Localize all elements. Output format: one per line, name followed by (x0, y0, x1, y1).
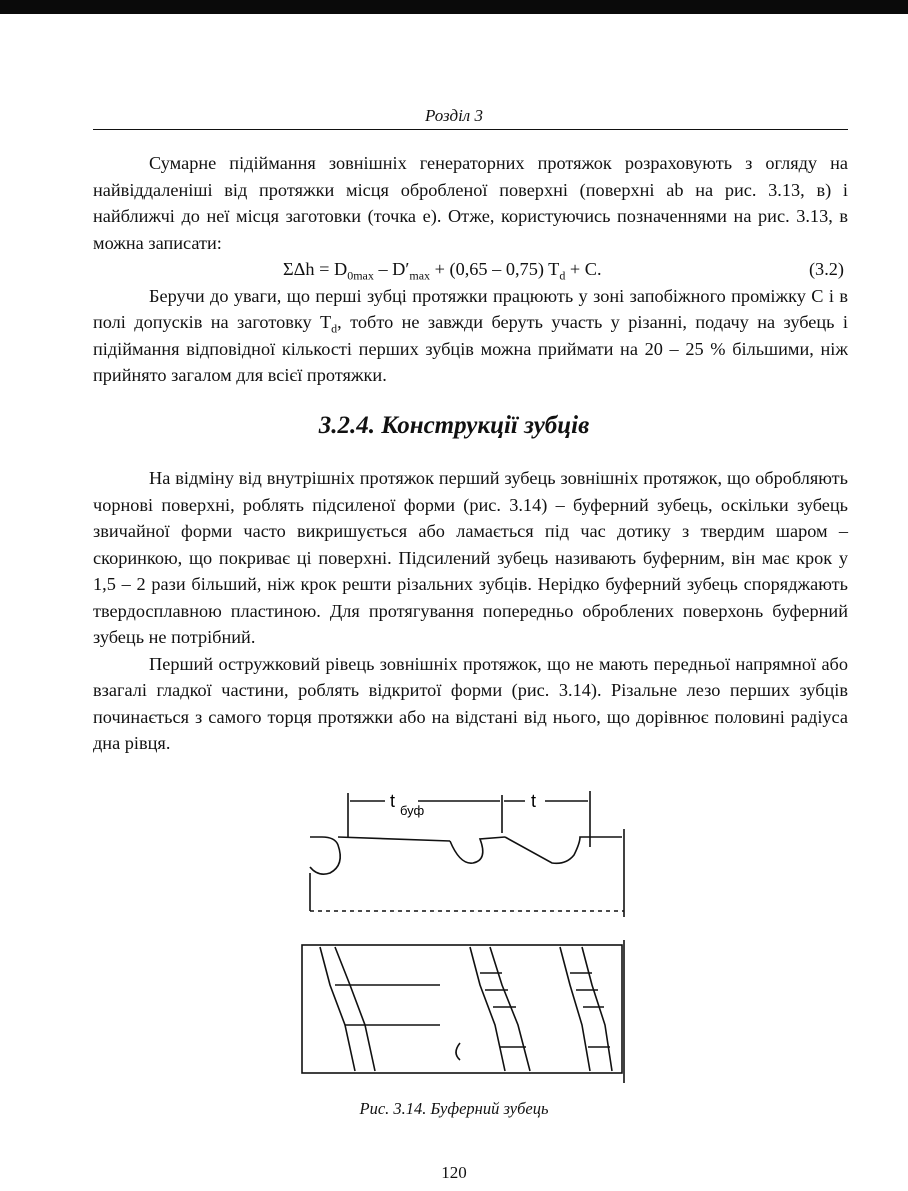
formula-part: ΣΔh = D (283, 259, 348, 279)
text-block-upper (93, 150, 848, 389)
figure-buffer-tooth (290, 785, 635, 1090)
label-t-buf-subscript: буф (400, 803, 425, 818)
formula-expression (283, 256, 602, 283)
label-t: t (531, 791, 537, 811)
formula-subscript: d (559, 268, 566, 283)
formula-part: – D′ (373, 259, 410, 279)
buffer-tooth-drawing (290, 785, 635, 1090)
paragraph-subscript: d (331, 321, 338, 336)
groove-edge (560, 947, 590, 1071)
formula-part: + C. (565, 259, 602, 279)
formula-subscript: max (409, 268, 431, 283)
running-head: Розділ 3 (425, 106, 483, 125)
figure-caption: Рис. 3.14. Буферний зубець (359, 1099, 549, 1118)
paragraph-first-teeth (93, 283, 848, 389)
groove-edge (490, 947, 530, 1071)
header-rule (93, 129, 848, 130)
buffer-tooth-land (338, 837, 450, 841)
formula-3-2 (93, 256, 848, 283)
groove-edge (335, 947, 375, 1071)
tooth-profile (505, 837, 622, 863)
top-scan-border (0, 0, 908, 14)
label-t-buf: t (390, 791, 396, 811)
text-block-lower (93, 465, 848, 757)
plan-view-outline (302, 945, 622, 1073)
formula-subscript: 0max (347, 268, 374, 283)
groove-edge (470, 947, 505, 1071)
paragraph-buffer-tooth: На відміну від внутрішніх протяжок перший зубець зовнішніх протяжок, що обробляють чорнові поверхні, роблять підсиленої форми (рис. 3.14) – буферний зубець, оскільки зубець звичайної форми часто викришується або ламається під час дотику з твердим шаром – скоринкою, що покриває ці поверхні. Підсилений зубець називають буферним, він має крок у 1,5 – 2 рази більший, ніж крок решти різальних зубців. Нерідко буферний зубець споряджають твердосплавною пластиною. Для протягування попередньо оброблених поверхонь буферний зубець не потрібний. (93, 468, 848, 647)
formula-part: + (0,65 – 0,75) T (430, 259, 560, 279)
buffer-tooth-profile (310, 837, 340, 874)
formula-number: (3.2) (808, 259, 844, 279)
leader-arrow (456, 1043, 460, 1060)
paragraph-part: , тобто не завжди беруть участь у різанні, подачу на зубець і підіймання відповідної кількості перших зубців можна приймати на 20 – 25 % більшими, ніж прийнято загалом для всієї протяжки. (93, 312, 848, 385)
page-number: 120 (441, 1163, 467, 1182)
tooth-profile (450, 837, 505, 863)
paragraph-intro: Сумарне підіймання зовнішніх генераторних протяжок розраховують з огляду на найвіддаленіші від протяжки місця обробленої поверхні (поверхні ab на рис. 3.13, в) і найближчі до неї місця заготовки (точка е). Отже, користуючись позначеннями на рис. 3.13, в можна записати: (93, 153, 848, 253)
section-heading: 3.2.4. Конструкції зубців (318, 412, 590, 439)
paragraph-chip-groove: Перший остружковий рівець зовнішніх протяжок, що не мають передньої напрямної або взагалі гладкої частини, роблять відкритої форми (рис. 3.14). Різальне лезо перших зубців починається з самого торця протяжки або на відстані від нього, що дорівнює половині радіуса дна рівця. (93, 653, 848, 753)
groove-edge (320, 947, 355, 1071)
paragraph-part: Беручи до уваги, що перші зубці протяжки працюють у зоні запобіжного проміжку C і в полі допусків на заготовку T (93, 285, 848, 332)
